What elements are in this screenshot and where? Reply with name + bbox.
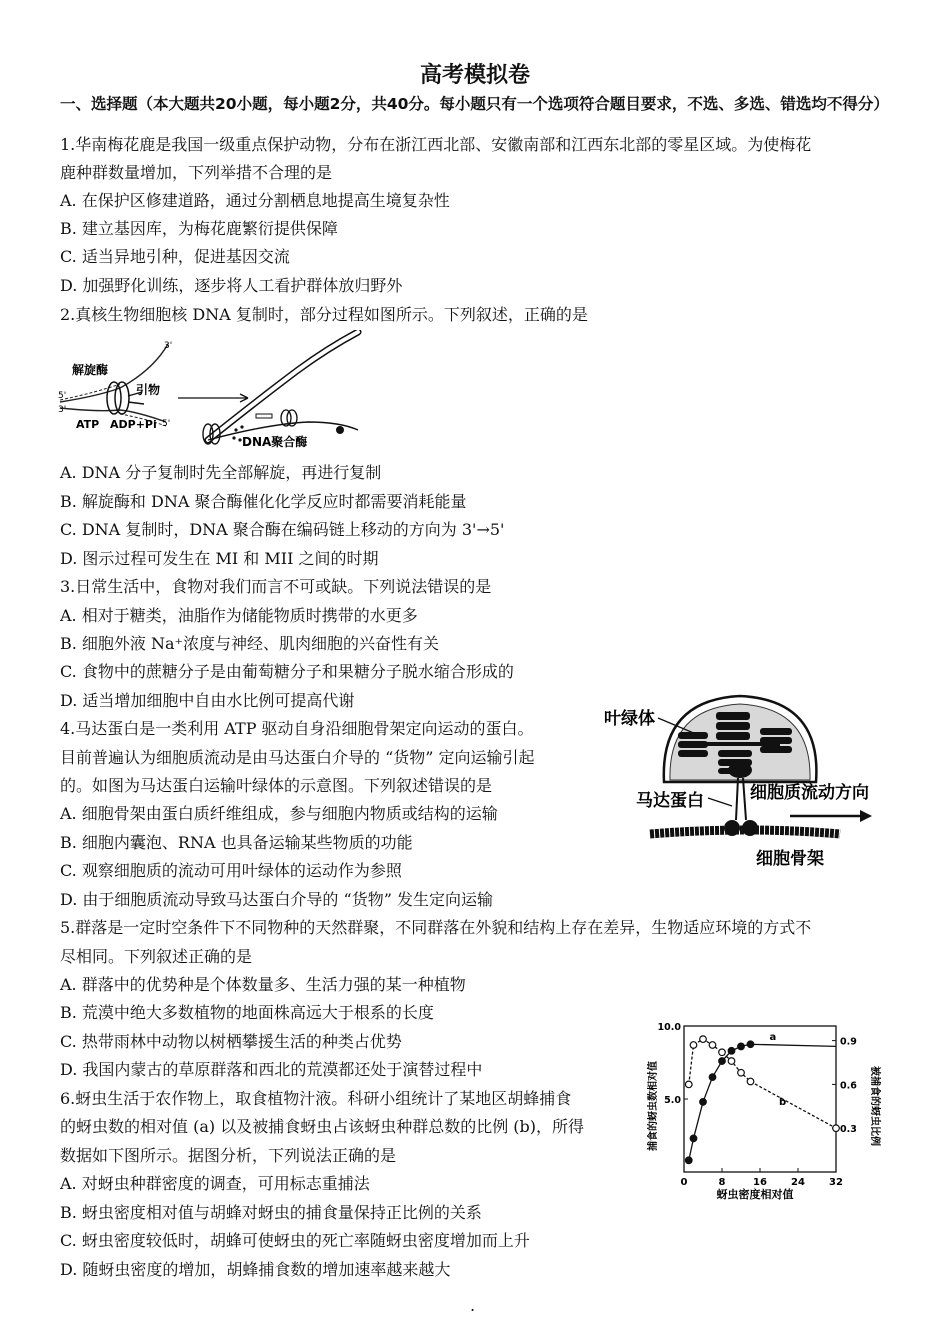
series-b-point xyxy=(728,1058,735,1065)
label-primer: 引物 xyxy=(136,383,161,397)
q5-option-d: D. 我国内蒙古的草原群落和西北的荒漠都还处于演替过程中 xyxy=(60,1060,483,1079)
yl-tick-label: 10.0 xyxy=(657,1022,681,1033)
q4-stem-line2: 目前普遍认为细胞质流动是由马达蛋白介导的 “货物” 定向运输引起 xyxy=(60,748,535,767)
yr-tick-label: 0.3 xyxy=(840,1124,857,1136)
q3-stem-line1: 3.日常生活中，食物对我们而言不可或缺。下列说法错误的是 xyxy=(60,577,492,596)
series-b-label: b xyxy=(779,1096,787,1108)
q4-option-a: A. 细胞骨架由蛋白质纤维组成，参与细胞内物质或结构的运输 xyxy=(60,804,498,823)
series-a-point xyxy=(728,1048,735,1055)
series-a-point xyxy=(719,1058,726,1065)
label-5prime-left: 5' xyxy=(58,391,67,401)
series-b-point xyxy=(747,1078,754,1085)
q3-option-b: B. 细胞外液 Na⁺浓度与神经、肌肉细胞的兴奋性有关 xyxy=(60,634,440,653)
q1-stem-line1: 1.华南梅花鹿是我国一级重点保护动物，分布在浙江西北部、安徽南部和江西东北部的零星区域。为使梅花 xyxy=(60,135,812,154)
label-3prime-top: 3' xyxy=(164,341,173,351)
x-tick-label: 24 xyxy=(791,1177,805,1188)
series-a-point xyxy=(747,1041,754,1048)
q6-stem-line3: 数据如下图所示。据图分析，下列说法正确的是 xyxy=(60,1146,397,1165)
label-cytoskeleton: 细胞骨架 xyxy=(756,849,824,869)
page-title: 高考模拟卷 xyxy=(419,63,530,88)
q5-option-b: B. 荒漠中绝大多数植物的地面株高远大于根系的长度 xyxy=(60,1003,434,1022)
series-b-point xyxy=(709,1042,716,1049)
series-b-point xyxy=(833,1125,840,1132)
label-polymerase: DNA聚合酶 xyxy=(242,435,308,449)
series-a-label: a xyxy=(769,1032,777,1044)
q1-stem-line2: 鹿种群数量增加，下列举措不合理的是 xyxy=(60,163,333,182)
footer-dot: . xyxy=(470,1296,476,1315)
q1-option-c: C. 适当异地引种，促进基因交流 xyxy=(60,247,290,266)
q6-stem-line2: 的蚜虫数的相对值 (a) 以及被捕食蚜虫占该蚜虫种群总数的比例 (b)，所得 xyxy=(60,1117,585,1136)
q3-option-c: C. 食物中的蔗糖分子是由葡萄糖分子和果糖分子脱水缩合形成的 xyxy=(60,662,514,681)
label-motor-protein: 马达蛋白 xyxy=(636,791,704,811)
q5-stem-line2: 尽相同。下列叙述正确的是 xyxy=(60,947,253,966)
q4-option-b: B. 细胞内囊泡、RNA 也具备运输某些物质的功能 xyxy=(60,833,413,852)
x-tick-label: 16 xyxy=(753,1177,767,1188)
q2-stem-line1: 2.真核生物细胞核 DNA 复制时，部分过程如图所示。下列叙述，正确的是 xyxy=(60,305,588,324)
q2-option-d: D. 图示过程可发生在 MI 和 MII 之间的时期 xyxy=(60,549,379,568)
label-chloroplast: 叶绿体 xyxy=(604,709,655,729)
x-tick-label: 8 xyxy=(718,1177,726,1188)
chart-ylabel-left: 捕食的蚜虫数相对值 xyxy=(648,1061,659,1151)
q6-option-b: B. 蚜虫密度相对值与胡蜂对蚜虫的捕食量保持正比例的关系 xyxy=(60,1203,482,1222)
chart-ylabel-right: 被捕食的蚜虫比例 xyxy=(869,1066,880,1146)
q4-stem-line1: 4.马达蛋白是一类利用 ATP 驱动自身沿细胞骨架定向运动的蛋白。 xyxy=(60,719,534,738)
series-b-point xyxy=(719,1049,726,1056)
q2-option-a: A. DNA 分子复制时先全部解旋，再进行复制 xyxy=(60,463,382,482)
q6-stem-line1: 6.蚜虫生活于农作物上，取食植物汁液。科研小组统计了某地区胡蜂捕食 xyxy=(60,1089,572,1108)
label-5prime-bottom: 5' xyxy=(162,419,171,429)
dna-replication-figure xyxy=(58,330,378,452)
series-a-line xyxy=(689,1044,836,1160)
q6-option-d: D. 随蚜虫密度的增加，胡蜂捕食数的增加速率越来越大 xyxy=(60,1260,451,1279)
q4-stem-line3: 的。如图为马达蛋白运输叶绿体的示意图。下列叙述错误的是 xyxy=(60,776,493,795)
label-atp: ATP xyxy=(76,418,100,431)
section-header: 一、选择题（本大题共20小题，每小题2分，共40分。每小题只有一个选项符合题目要求，不选、多选、错选均不得分） xyxy=(60,95,889,113)
series-a-point xyxy=(709,1074,716,1081)
q6-option-c: C. 蚜虫密度较低时，胡蜂可使蚜虫的死亡率随蚜虫密度增加而上升 xyxy=(60,1231,530,1250)
series-b-point xyxy=(700,1036,707,1043)
series-a-point xyxy=(690,1135,697,1142)
motor-protein-figure xyxy=(600,690,890,875)
label-3prime-left: 3' xyxy=(58,405,67,415)
aphid-predation-chart xyxy=(640,1014,890,1204)
yr-tick-label: 0.6 xyxy=(840,1080,857,1092)
q3-option-a: A. 相对于糖类，油脂作为储能物质时携带的水更多 xyxy=(60,606,418,625)
yr-tick-label: 0.9 xyxy=(840,1036,857,1048)
q5-option-c: C. 热带雨林中动物以树栖攀援生活的种类占优势 xyxy=(60,1032,402,1051)
series-b-line xyxy=(689,1039,836,1128)
q1-option-a: A. 在保护区修建道路，通过分割栖息地提高生境复杂性 xyxy=(60,191,450,210)
q4-option-c: C. 观察细胞质的流动可用叶绿体的运动作为参照 xyxy=(60,861,402,880)
x-tick-label: 32 xyxy=(829,1177,843,1188)
label-adp: ADP+Pi xyxy=(110,418,157,431)
x-tick-label: 0 xyxy=(680,1177,688,1188)
yl-tick-label: 5.0 xyxy=(664,1095,681,1106)
q6-option-a: A. 对蚜虫种群密度的调查，可用标志重捕法 xyxy=(60,1174,370,1193)
series-a-point xyxy=(738,1043,745,1050)
series-b-point xyxy=(690,1042,697,1049)
q1-option-d: D. 加强野化训练，逐步将人工看护群体放归野外 xyxy=(60,276,403,295)
q4-option-d: D. 由于细胞质流动导致马达蛋白介导的 “货物” 发生定向运输 xyxy=(60,890,493,909)
label-cytoplasm-flow: 细胞质流动方向 xyxy=(750,783,869,803)
series-a-point xyxy=(685,1157,692,1164)
label-helicase: 解旋酶 xyxy=(72,363,109,377)
series-a-point xyxy=(700,1099,707,1106)
q5-option-a: A. 群落中的优势种是个体数量多、生活力强的某一种植物 xyxy=(60,975,466,994)
q5-stem-line1: 5.群落是一定时空条件下不同物种的天然群聚，不同群落在外貌和结构上存在差异，生物适应环境的方式不 xyxy=(60,918,812,937)
q2-option-b: B. 解旋酶和 DNA 聚合酶催化化学反应时都需要消耗能量 xyxy=(60,492,467,511)
series-b-point xyxy=(738,1069,745,1076)
chart-frame xyxy=(684,1026,836,1172)
q3-option-d: D. 适当增加细胞中自由水比例可提高代谢 xyxy=(60,691,355,710)
q2-option-c: C. DNA 复制时，DNA 聚合酶在编码链上移动的方向为 3'→5' xyxy=(60,520,505,539)
chart-xlabel: 蚜虫密度相对值 xyxy=(716,1188,794,1201)
series-b-point xyxy=(685,1081,692,1088)
q1-option-b: B. 建立基因库，为梅花鹿繁衍提供保障 xyxy=(60,219,338,238)
